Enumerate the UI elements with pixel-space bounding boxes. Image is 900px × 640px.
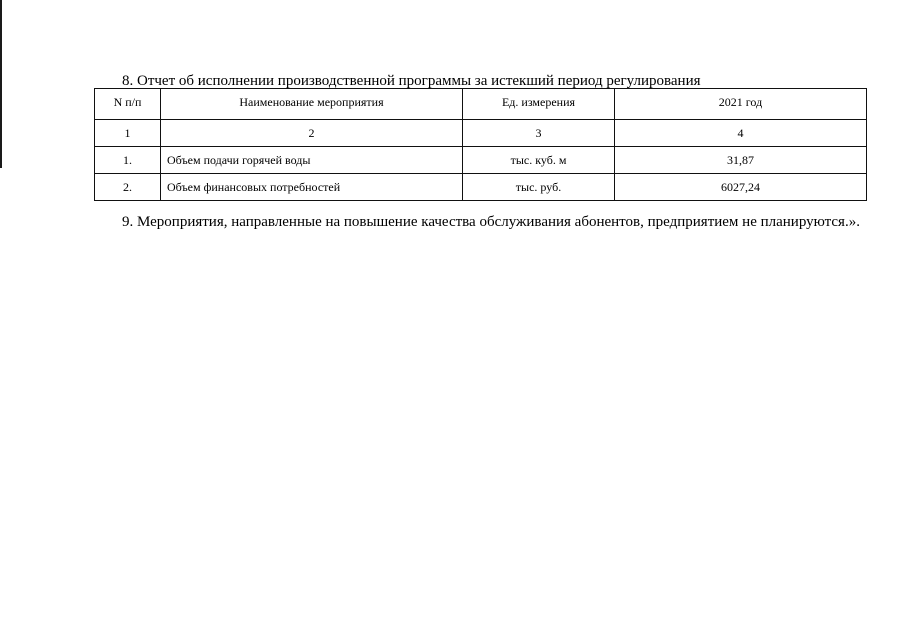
header-activity-name: Наименование мероприятия [161, 89, 463, 120]
header-year: 2021 год [615, 89, 867, 120]
table-row [95, 174, 867, 201]
row-activity-name: Объем финансовых потребностей [161, 174, 463, 201]
row-number: 1. [95, 147, 161, 174]
row-unit: тыс. куб. м [463, 147, 615, 174]
table-numbering-row [95, 120, 867, 147]
section-9-paragraph: 9. Мероприятия, направленные на повышение качества обслуживания абонентов, предприятием не планируются.». [122, 214, 860, 230]
scan-edge-line [0, 0, 2, 168]
row-number: 2. [95, 174, 161, 201]
row-value: 31,87 [615, 147, 867, 174]
header-unit: Ед. измерения [463, 89, 615, 120]
row-unit: тыс. руб. [463, 174, 615, 201]
table-header-row [95, 89, 867, 120]
table-row [95, 147, 867, 174]
production-program-report-table [94, 88, 867, 201]
row-value: 6027,24 [615, 174, 867, 201]
numbering-cell: 1 [95, 120, 161, 147]
header-number: N п/п [95, 89, 161, 120]
numbering-cell: 2 [161, 120, 463, 147]
numbering-cell: 3 [463, 120, 615, 147]
numbering-cell: 4 [615, 120, 867, 147]
row-activity-name: Объем подачи горячей воды [161, 147, 463, 174]
section-8-heading: 8. Отчет об исполнении производственной программы за истекший период регулирования [122, 73, 701, 89]
